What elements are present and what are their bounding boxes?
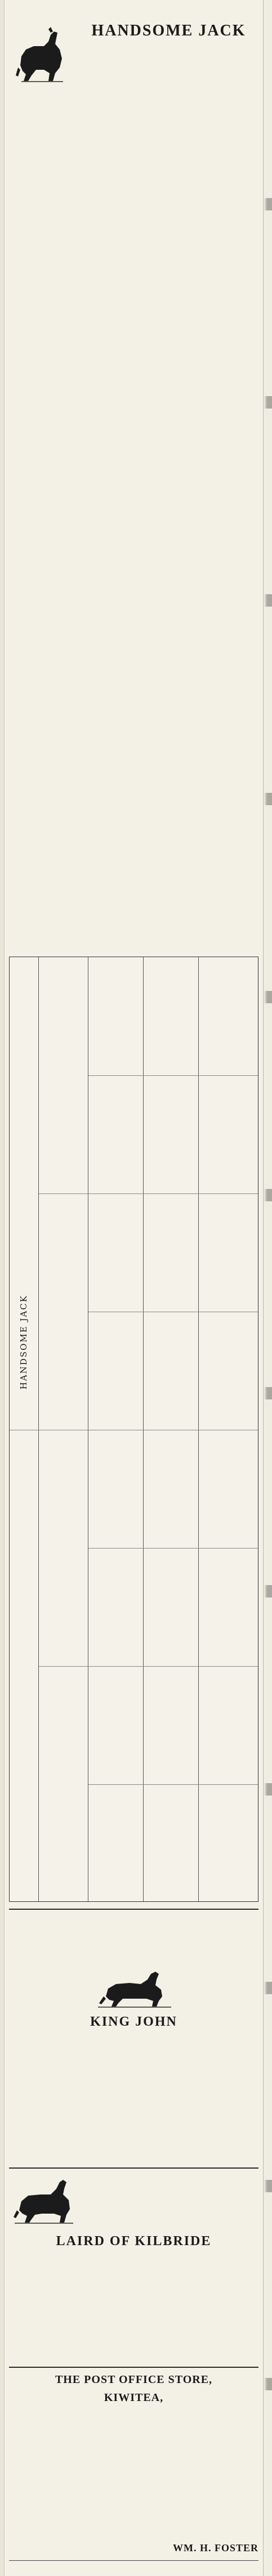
horse-engraving-icon (89, 1969, 179, 2009)
pedigree-generation-3 (88, 957, 144, 1901)
clipped-text-fragment (264, 1189, 272, 1201)
advertisement-column (5, 0, 263, 2576)
horse-engraving-icon (11, 2175, 79, 2226)
clipped-text-fragment (264, 1982, 272, 1994)
jack-horse-engraving (11, 23, 73, 84)
laird-name: LAIRD OF KILBRIDE (56, 2234, 212, 2249)
store-title: THE POST OFFICE STORE, (55, 2373, 213, 2386)
jack-pedigree-table (9, 957, 258, 1902)
laird-contact (9, 2319, 258, 2360)
king-intro (9, 1915, 258, 1966)
clipped-text-fragment (264, 1783, 272, 1796)
horse-engraving-icon (11, 23, 73, 84)
clipped-text-fragment (264, 396, 272, 409)
store-place: KIWITEA, (104, 2391, 164, 2404)
pedigree-generation-4 (144, 957, 199, 1901)
clipped-text-fragment (264, 198, 272, 210)
pedigree-divider (88, 1075, 258, 1076)
pedigree-divider (88, 1784, 258, 1785)
king-contact (9, 2125, 258, 2161)
pedigree-divider (88, 1548, 258, 1549)
pedigree-generation-2 (39, 957, 88, 1901)
pedigree-generation-1 (10, 957, 39, 1901)
clipped-text-fragment (264, 594, 272, 607)
jack-title-block (79, 23, 258, 84)
laird-intro (84, 2175, 258, 2229)
store-signature: WM. H. FOSTER (172, 2542, 258, 2553)
king-horse-engraving (89, 1969, 179, 2009)
laird-notes (9, 2253, 258, 2315)
clipped-text-fragment (264, 1387, 272, 1399)
king-notes (9, 2059, 258, 2120)
right-clipped-column (263, 0, 272, 2576)
pedigree-divider (39, 1193, 258, 1194)
section-divider (9, 2367, 258, 2368)
clipped-text-fragment (264, 2378, 272, 2390)
laird-horse-engraving (11, 2175, 79, 2226)
section-divider (9, 2167, 258, 2169)
king-name: KING JOHN (90, 2014, 177, 2029)
clipped-text-fragment (264, 2180, 272, 2192)
jack-name: HANDSOME JACK (91, 22, 246, 39)
clipped-text-fragment (264, 793, 272, 805)
jack-notes (9, 90, 258, 945)
section-divider (9, 1909, 258, 1910)
left-clipped-column (0, 0, 5, 2576)
pedigree-divider (39, 1666, 258, 1667)
bottom-rule (9, 2560, 258, 2561)
pedigree-horse-name: HANDSOME JACK (19, 1295, 29, 1390)
pedigree-generation-5 (199, 957, 259, 1901)
clipped-text-fragment (264, 1585, 272, 1597)
jack-intro (9, 0, 258, 18)
store-notes (9, 2411, 258, 2534)
clipped-text-fragment (264, 991, 272, 1003)
